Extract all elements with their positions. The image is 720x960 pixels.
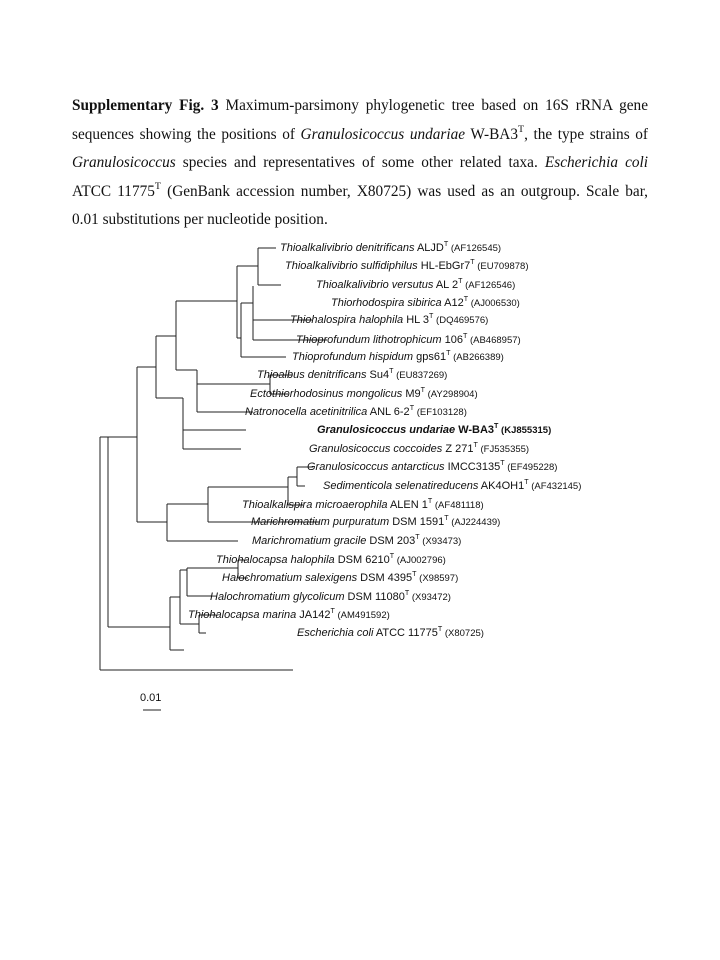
accession-number: (AB266389) bbox=[450, 352, 504, 363]
species-name: Marichromatium purpuratum bbox=[251, 516, 390, 528]
species-name: Thioprofundum hispidum bbox=[292, 351, 414, 363]
species-name: Sedimenticola selenatireducens bbox=[323, 480, 479, 492]
caption-genus: Granulosicoccus bbox=[72, 154, 176, 172]
tree-leaf-label bbox=[307, 460, 557, 475]
type-strain-mark: T bbox=[389, 551, 395, 560]
species-name: Thioalkalivibrio versutus bbox=[316, 279, 434, 291]
caption-text: Maximum-parsimony phylogenetic tree based on 16S rRNA gene sequences showing the positions of bbox=[72, 97, 648, 143]
tree-leaf-label bbox=[317, 423, 551, 438]
accession-number: (AF126545) bbox=[448, 243, 502, 254]
accession-number: (DQ469576) bbox=[433, 315, 489, 326]
strain-id: DSM 11080 bbox=[344, 591, 405, 603]
accession-number: (AM491592) bbox=[334, 610, 390, 621]
strain-id: DSM 6210 bbox=[334, 554, 390, 566]
tree-leaf-label bbox=[331, 296, 520, 311]
species-name: Ectothiorhodosinus mongolicus bbox=[250, 388, 403, 400]
accession-number: (FJ535355) bbox=[477, 444, 530, 455]
strain-id: M9 bbox=[402, 388, 421, 400]
type-strain-mark: T bbox=[463, 294, 469, 303]
scale-bar-label: 0.01 bbox=[140, 692, 162, 704]
species-name: Granulosicoccus undariae bbox=[317, 424, 456, 436]
strain-id: AL 2 bbox=[433, 279, 459, 291]
tree-leaf-label bbox=[252, 534, 461, 549]
tree-leaf-label bbox=[316, 278, 515, 293]
accession-number: (AB468957) bbox=[467, 335, 521, 346]
accession-number: (EF103128) bbox=[414, 407, 467, 418]
strain-id: 106 bbox=[441, 334, 463, 346]
species-name: Thiohalocapsa marina bbox=[188, 609, 297, 621]
accession-number: (X98597) bbox=[416, 573, 459, 584]
type-strain-mark: T bbox=[473, 440, 478, 449]
tree-leaf-label bbox=[216, 553, 446, 568]
accession-number: (X80725) bbox=[442, 628, 484, 639]
type-strain-mark: T bbox=[500, 458, 505, 467]
species-name: Thioalbus denitrificans bbox=[257, 369, 367, 381]
accession-number: (AJ224439) bbox=[448, 517, 501, 528]
type-strain-mark: T bbox=[429, 311, 434, 320]
tree-leaf-label bbox=[242, 498, 484, 513]
strain-id: ANL 6-2 bbox=[367, 406, 410, 418]
type-strain-mark: T bbox=[494, 421, 499, 430]
tree-leaf-label bbox=[297, 626, 484, 641]
tree-leaf-label bbox=[280, 241, 501, 256]
species-name: Granulosicoccus antarcticus bbox=[307, 461, 445, 473]
caption-text: ATCC 11775 bbox=[72, 182, 155, 200]
species-name: Halochromatium glycolicum bbox=[210, 591, 345, 603]
type-strain-mark: T bbox=[470, 257, 475, 266]
type-strain-mark: T bbox=[444, 513, 449, 522]
strain-id: IMCC3135 bbox=[444, 461, 501, 473]
type-strain-mark: T bbox=[458, 276, 463, 285]
strain-id: Z 271 bbox=[442, 443, 474, 455]
caption-text: species and representatives of some other related taxa. bbox=[175, 154, 545, 172]
type-strain-mark: T bbox=[517, 123, 525, 135]
species-name: Thioalkalivibrio denitrificans bbox=[280, 242, 415, 254]
tree-leaf-label bbox=[292, 350, 504, 365]
strain-id: DSM 4395 bbox=[357, 572, 413, 584]
species-name: Escherichia coli bbox=[297, 627, 374, 639]
strain-id: Su4 bbox=[366, 369, 390, 381]
type-strain-mark: T bbox=[404, 588, 410, 597]
strain-id: DSM 1591 bbox=[389, 516, 445, 528]
type-strain-mark: T bbox=[437, 624, 443, 633]
caption-outgroup-species: Escherichia coli bbox=[544, 154, 649, 172]
accession-number: (AF432145) bbox=[528, 481, 582, 492]
strain-id: A12 bbox=[441, 297, 464, 309]
strain-id: ATCC 11775 bbox=[373, 627, 438, 639]
figure-label: Supplementary Fig. 3 bbox=[72, 97, 219, 114]
type-strain-mark: T bbox=[427, 496, 433, 505]
type-strain-mark: T bbox=[389, 366, 394, 375]
caption-text: , the type strains of bbox=[524, 125, 649, 143]
type-strain-mark: T bbox=[154, 180, 161, 192]
species-name: Thioalkalivibrio sulfidiphilus bbox=[285, 260, 418, 272]
strain-id: HL-EbGr7 bbox=[417, 260, 471, 272]
species-name: Marichromatium gracile bbox=[252, 535, 367, 547]
accession-number: (X93472) bbox=[409, 592, 451, 603]
accession-number: (AY298904) bbox=[424, 389, 478, 400]
accession-number: (EU837269) bbox=[393, 370, 448, 381]
tree-leaf-label bbox=[188, 608, 390, 623]
species-name: Thiohalospira halophila bbox=[290, 314, 404, 326]
species-name: Thioprofundum lithotrophicum bbox=[296, 334, 442, 346]
tree-leaf-label bbox=[210, 590, 451, 605]
tree-leaf-label bbox=[309, 442, 529, 457]
accession-number: (AJ002796) bbox=[394, 555, 446, 566]
tree-leaf-label bbox=[222, 571, 458, 586]
tree-leaf-label bbox=[290, 313, 488, 328]
strain-id: AK4OH1 bbox=[478, 480, 525, 492]
strain-id: ALJD bbox=[414, 242, 444, 254]
type-strain-mark: T bbox=[462, 331, 468, 340]
tree-leaf-label bbox=[250, 387, 478, 402]
accession-number: (EF495228) bbox=[504, 462, 558, 473]
tree-leaf-label bbox=[285, 259, 529, 274]
accession-number: (AF481118) bbox=[432, 500, 484, 511]
type-strain-mark: T bbox=[409, 403, 415, 412]
strain-id: W-BA3 bbox=[455, 424, 495, 436]
tree-leaf-label bbox=[323, 479, 581, 494]
type-strain-mark: T bbox=[415, 532, 420, 541]
type-strain-mark: T bbox=[524, 477, 529, 486]
accession-number: (AJ006530) bbox=[468, 298, 520, 309]
strain-id: HL 3 bbox=[403, 314, 430, 326]
tree-leaf-label bbox=[251, 515, 500, 530]
tree-leaf-label bbox=[296, 333, 521, 348]
caption-text: W-BA3 bbox=[465, 125, 518, 143]
strain-id: DSM 203 bbox=[366, 535, 416, 547]
type-strain-mark: T bbox=[330, 606, 335, 615]
type-strain-mark: T bbox=[443, 239, 449, 248]
accession-number: (AF126546) bbox=[462, 280, 516, 291]
accession-number: (EU709878) bbox=[474, 261, 529, 272]
strain-id: gps61 bbox=[413, 351, 447, 363]
species-name: Thiorhodospira sibirica bbox=[331, 297, 442, 309]
type-strain-mark: T bbox=[420, 385, 425, 394]
species-name: Granulosicoccus coccoides bbox=[309, 443, 443, 455]
caption-species: Granulosicoccus undariae bbox=[300, 125, 466, 143]
strain-id: JA142 bbox=[296, 609, 331, 621]
type-strain-mark: T bbox=[412, 569, 417, 578]
species-name: Thiohalocapsa halophila bbox=[216, 554, 335, 566]
accession-number: (KJ855315) bbox=[498, 425, 552, 436]
species-name: Thioalkalispira microaerophila bbox=[242, 499, 388, 511]
species-name: Halochromatium salexigens bbox=[222, 572, 358, 584]
caption-text: (GenBank accession number, X80725) was used as an outgroup. Scale bar, 0.01 substitutions per nucleotide position. bbox=[72, 182, 648, 229]
accession-number: (X93473) bbox=[419, 536, 462, 547]
type-strain-mark: T bbox=[446, 348, 451, 357]
tree-leaf-label bbox=[257, 368, 447, 383]
strain-id: ALEN 1 bbox=[387, 499, 428, 511]
species-name: Natronocella acetinitrilica bbox=[245, 406, 368, 418]
tree-leaf-label bbox=[245, 405, 467, 420]
